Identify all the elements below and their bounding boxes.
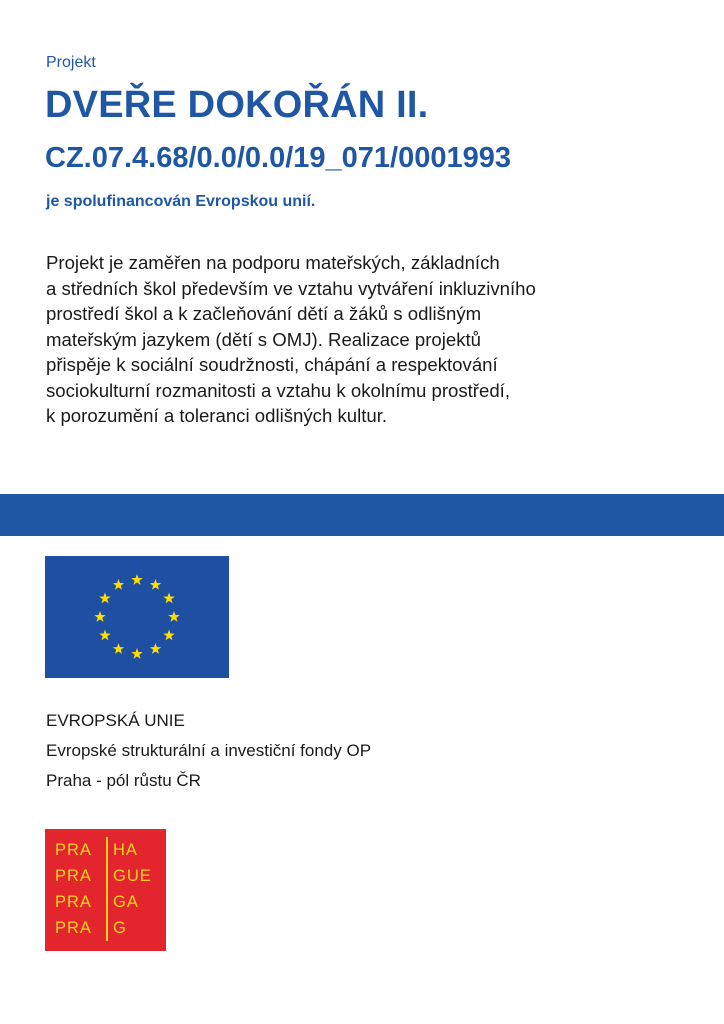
project-code: CZ.07.4.68/0.0/0.0/19_071/0001993	[45, 142, 511, 174]
description-line: mateřským jazykem (dětí s OMJ). Realizace projektů	[46, 328, 482, 350]
prague-logo-text: PRA	[55, 893, 92, 911]
fund-name: Evropské strukturální a investiční fondy OP	[46, 741, 372, 760]
prague-logo-text: PRA	[55, 841, 92, 859]
prague-logo-text: GA	[113, 893, 139, 911]
prague-logo-text: PRA	[55, 867, 92, 885]
project-label: Projekt	[46, 54, 96, 71]
description-line: Projekt je zaměřen na podporu mateřských, základních	[46, 252, 500, 273]
operational-program: Praha - pól růstu ČR	[46, 771, 201, 790]
description-line: prostředí škol a k začleňování dětí a žáků s odlišným	[46, 303, 482, 324]
prague-logo-right-column	[113, 837, 152, 941]
prague-logo-text: HA	[113, 841, 138, 859]
prague-logo-divider	[106, 837, 108, 941]
project-title: DVEŘE DOKOŘÁN II.	[45, 84, 429, 126]
description-line: a středních škol především ve vztahu vytváření inkluzivního	[46, 277, 536, 299]
eu-flag-icon	[45, 556, 229, 678]
project-description	[46, 250, 706, 429]
blue-band-divider	[0, 494, 724, 536]
prague-logo-text: PRA	[55, 919, 92, 937]
prague-logo-icon	[45, 829, 166, 951]
description-line: přispěje k sociální soudržnosti, chápání a respektování	[46, 354, 498, 375]
description-line: sociokulturní rozmanitosti a vztahu k okolnímu prostředí,	[46, 379, 511, 401]
prague-logo-text: G	[113, 919, 127, 937]
prague-logo-text: GUE	[113, 867, 152, 885]
description-line: k porozumění a toleranci odlišných kultur.	[46, 405, 388, 426]
eu-name: EVROPSKÁ UNIE	[46, 711, 185, 730]
prague-logo-left-column	[55, 837, 92, 941]
cofinancing-note: je spolufinancován Evropskou unií.	[46, 193, 316, 210]
